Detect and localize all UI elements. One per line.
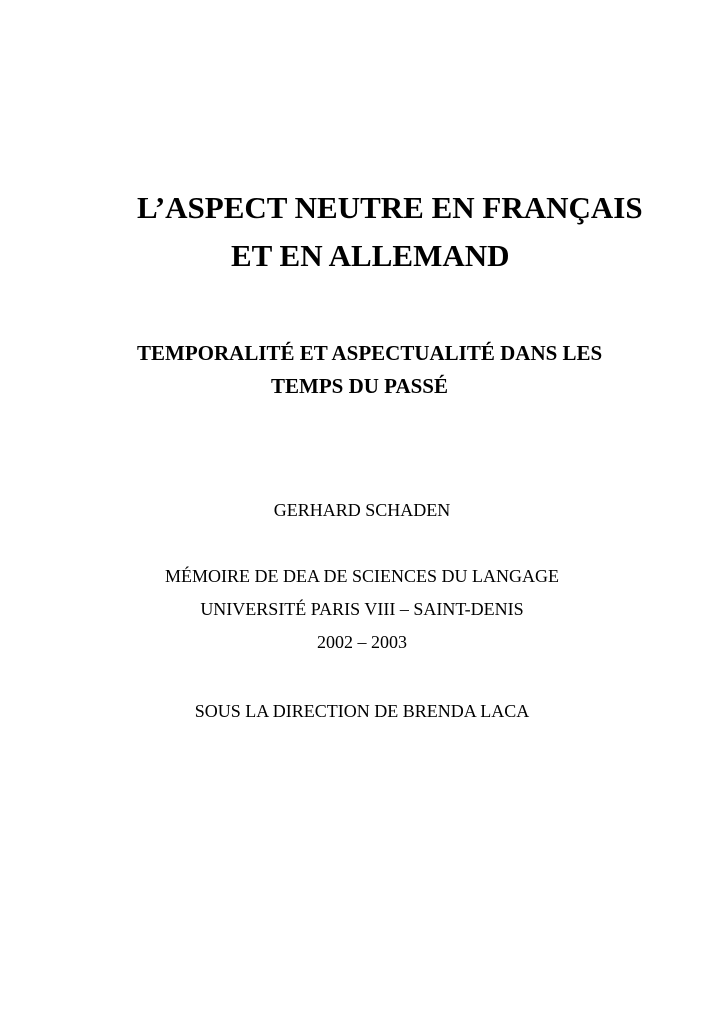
subtitle-line-1: TEMPORALITÉ ET ASPECTUALITÉ DANS LES <box>137 341 603 365</box>
title-line-2: ET EN ALLEMAND <box>231 238 510 273</box>
academic-years: 2002 – 2003 <box>317 632 407 652</box>
subtitle-line-2: TEMPS DU PASSÉ <box>271 374 448 398</box>
author-name: GERHARD SCHADEN <box>273 500 451 520</box>
title-line-1: L’ASPECT NEUTRE EN FRANÇAIS <box>137 190 643 225</box>
university-name: UNIVERSITÉ PARIS VIII – SAINT-DENIS <box>200 599 524 619</box>
supervision-line: SOUS LA DIRECTION DE BRENDA LACA <box>194 701 530 721</box>
thesis-type: MÉMOIRE DE DEA DE SCIENCES DU LANGAGE <box>165 566 559 586</box>
